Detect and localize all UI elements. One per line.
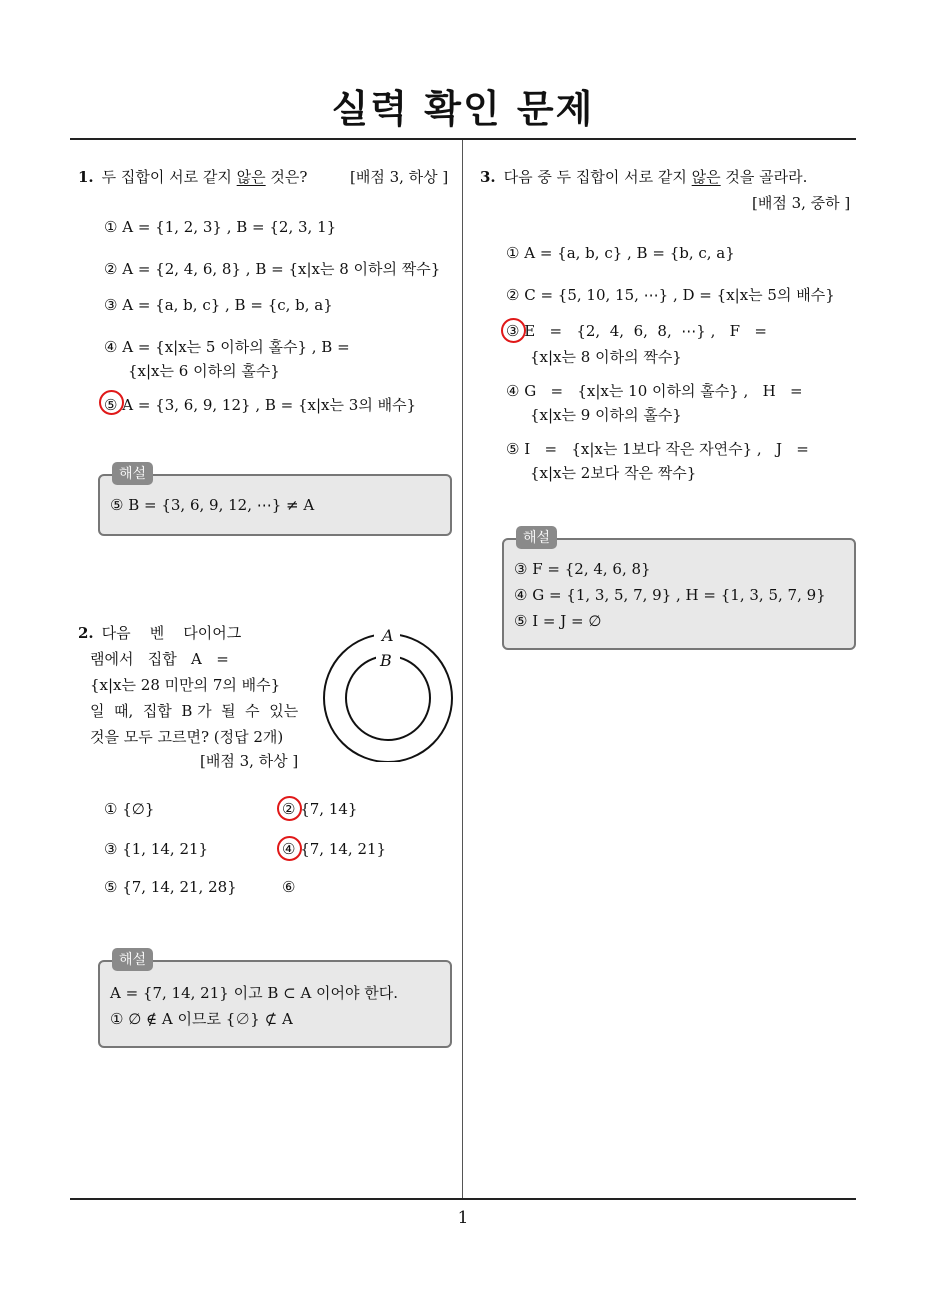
q3-option-1[interactable]: ① A = {a, b, c} , B = {b, c, a}: [506, 244, 735, 262]
q2-option-3[interactable]: ③ {1, 14, 21}: [104, 840, 209, 858]
q2-option-5[interactable]: ⑤ {7, 14, 21, 28}: [104, 878, 237, 896]
answer-mark-circle: [501, 318, 526, 343]
q3-option-4-cont: {x|x는 9 이하의 홀수}: [530, 406, 682, 424]
venn-diagram: [318, 622, 458, 762]
q1-meta: [배점 3, 하상 ]: [350, 168, 449, 186]
q2-number: 2.: [78, 624, 94, 642]
answer-mark-circle: [277, 796, 302, 821]
q2-solution-line-1: A = {7, 14, 21} 이고 B ⊂ A 이어야 한다.: [110, 984, 399, 1002]
answer-mark-circle: [277, 836, 302, 861]
q1-number: 1.: [78, 168, 94, 186]
q1-solution-line: ⑤ B = {3, 6, 9, 12, ⋯} ≠ A: [110, 496, 315, 514]
q3-option-5[interactable]: ⑤ I = {x|x는 1보다 작은 자연수} , J =: [506, 440, 809, 458]
q1-option-4[interactable]: ④ A = {x|x는 5 이하의 홀수} , B =: [104, 338, 350, 356]
q3-number: 3.: [480, 168, 496, 186]
answer-mark-circle: [99, 390, 124, 415]
q3-option-2[interactable]: ② C = {5, 10, 15, ⋯} , D = {x|x는 5의 배수}: [506, 286, 835, 304]
q3-solution-line-2: ④ G = {1, 3, 5, 7, 9} , H = {1, 3, 5, 7, 9}: [514, 586, 826, 604]
q3-option-4[interactable]: ④ G = {x|x는 10 이하의 홀수} , H =: [506, 382, 803, 400]
q2-option-1[interactable]: ① {∅}: [104, 800, 155, 818]
q2-option-2[interactable]: ② {7, 14}: [282, 800, 357, 818]
q3-stem: 3. 다음 중 두 집합이 서로 같지 않은 것을 골라라.: [480, 168, 808, 186]
page-title: 실력 확인 문제: [331, 87, 595, 131]
q2-solution-tag: 해설: [112, 948, 153, 971]
top-rule: [70, 138, 856, 140]
q1-option-5[interactable]: ⑤ A = {3, 6, 9, 12} , B = {x|x는 3의 배수}: [104, 394, 416, 415]
q3-option-3-cont: {x|x는 8 이하의 짝수}: [530, 348, 682, 366]
q3-meta: [배점 3, 중하 ]: [752, 194, 851, 212]
page-number: 1: [457, 1208, 469, 1228]
q1-solution-tag: 해설: [112, 462, 153, 485]
q2-option-6[interactable]: ⑥: [282, 878, 296, 896]
venn-label-a: A: [382, 626, 394, 645]
bottom-rule: [70, 1198, 856, 1200]
q1-option-1[interactable]: ① A = {1, 2, 3} , B = {2, 3, 1}: [104, 218, 337, 236]
q3-option-3[interactable]: ③ E = {2, 4, 6, 8, ⋯} , F =: [506, 322, 767, 340]
q3-solution-line-3: ⑤ I = J = ∅: [514, 612, 602, 630]
q2-solution-line-2: ① ∅ ∉ A 이므로 {∅} ⊄ A: [110, 1010, 293, 1028]
q1-option-4-cont: {x|x는 6 이하의 홀수}: [128, 362, 280, 380]
q3-option-5-cont: {x|x는 2보다 작은 짝수}: [530, 464, 697, 482]
q2-option-4[interactable]: ④ {7, 14, 21}: [282, 840, 386, 858]
venn-label-b: B: [380, 651, 392, 670]
q3-solution-line-1: ③ F = {2, 4, 6, 8}: [514, 560, 651, 578]
q2-meta: [배점 3, 하상 ]: [200, 752, 299, 770]
q3-solution-tag: 해설: [516, 526, 557, 549]
column-divider: [462, 140, 463, 1200]
q1-option-3[interactable]: ③ A = {a, b, c} , B = {c, b, a}: [104, 296, 333, 314]
q1-option-2[interactable]: ② A = {2, 4, 6, 8} , B = {x|x는 8 이하의 짝수}: [104, 260, 441, 278]
q2-stem: 2. 다음 벤 다이어그 램에서 집합 A = {x|x는 28 미만의 7의 배수} 일 때, 집합 B 가 될 수 있는 것을 모두 고르면? (정답 2개): [78, 624, 299, 746]
q1-stem: 1. 두 집합이 서로 같지 않은 것은?: [78, 168, 308, 186]
q2-solution-box: [98, 960, 452, 1048]
